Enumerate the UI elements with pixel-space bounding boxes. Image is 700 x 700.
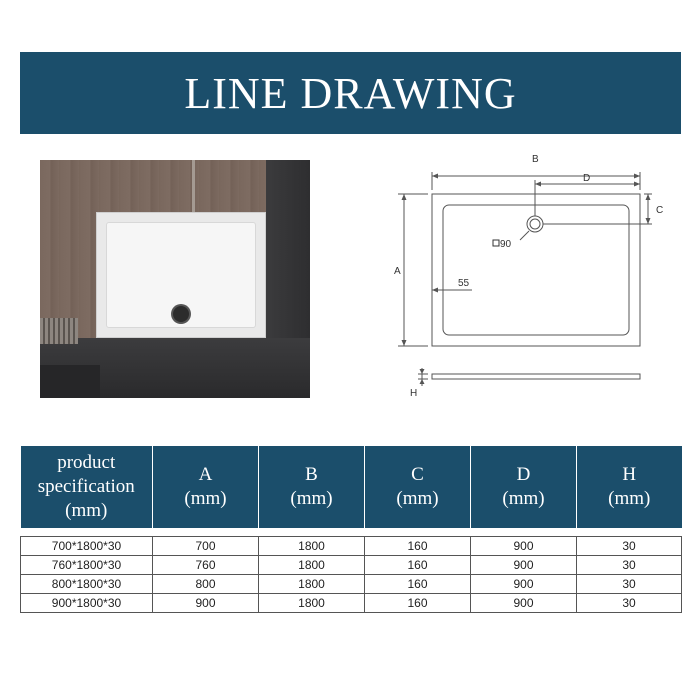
cell-a: 900 [153, 594, 259, 613]
drain-circle [527, 216, 543, 232]
drain-circle-inner [530, 219, 540, 229]
header-b: B (mm) [259, 446, 365, 528]
cell-b: 1800 [259, 575, 365, 594]
header-d: D (mm) [471, 446, 577, 528]
product-photo [40, 160, 310, 398]
drain-waste-icon [173, 306, 189, 322]
cell-d: 900 [471, 556, 577, 575]
glass-panel [192, 160, 195, 212]
label-c: C [656, 205, 664, 216]
cell-c: 160 [365, 556, 471, 575]
decor-plant [40, 318, 78, 344]
cell-a: 700 [153, 537, 259, 556]
cell-b: 1800 [259, 594, 365, 613]
spec-table [20, 446, 682, 613]
table-row [21, 537, 682, 556]
cell-specification: 900*1800*30 [21, 594, 153, 613]
cell-c: 160 [365, 575, 471, 594]
label-a: A [394, 266, 401, 277]
cell-c: 160 [365, 537, 471, 556]
header-c: C (mm) [365, 446, 471, 528]
cell-specification: 700*1800*30 [21, 537, 153, 556]
label-b: B [532, 154, 539, 165]
cell-d: 900 [471, 575, 577, 594]
cell-h: 30 [577, 537, 682, 556]
title-banner [20, 52, 681, 134]
header-h: H (mm) [577, 446, 682, 528]
cell-h: 30 [577, 594, 682, 613]
cell-b: 1800 [259, 556, 365, 575]
cell-h: 30 [577, 556, 682, 575]
tray-profile [432, 374, 640, 379]
cell-specification: 800*1800*30 [21, 575, 153, 594]
cell-d: 900 [471, 594, 577, 613]
spec-table-header [21, 446, 682, 528]
cell-c: 160 [365, 594, 471, 613]
page-title: LINE DRAWING [184, 68, 517, 118]
line-drawing [380, 150, 680, 410]
label-h: H [410, 388, 418, 399]
floor-ledge [40, 365, 100, 398]
header-a: A (mm) [153, 446, 259, 528]
table-row [21, 575, 682, 594]
drain-square-icon [493, 240, 499, 246]
label-drain: 90 [500, 239, 512, 250]
label-d: D [583, 173, 591, 184]
cell-b: 1800 [259, 537, 365, 556]
table-row [21, 556, 682, 575]
tray-outline [432, 194, 640, 346]
header-product-specification: product specification (mm) [21, 446, 153, 528]
cell-a: 760 [153, 556, 259, 575]
table-row [21, 594, 682, 613]
cell-a: 800 [153, 575, 259, 594]
cell-h: 30 [577, 575, 682, 594]
cell-specification: 760*1800*30 [21, 556, 153, 575]
label-55: 55 [458, 278, 470, 289]
cell-d: 900 [471, 537, 577, 556]
